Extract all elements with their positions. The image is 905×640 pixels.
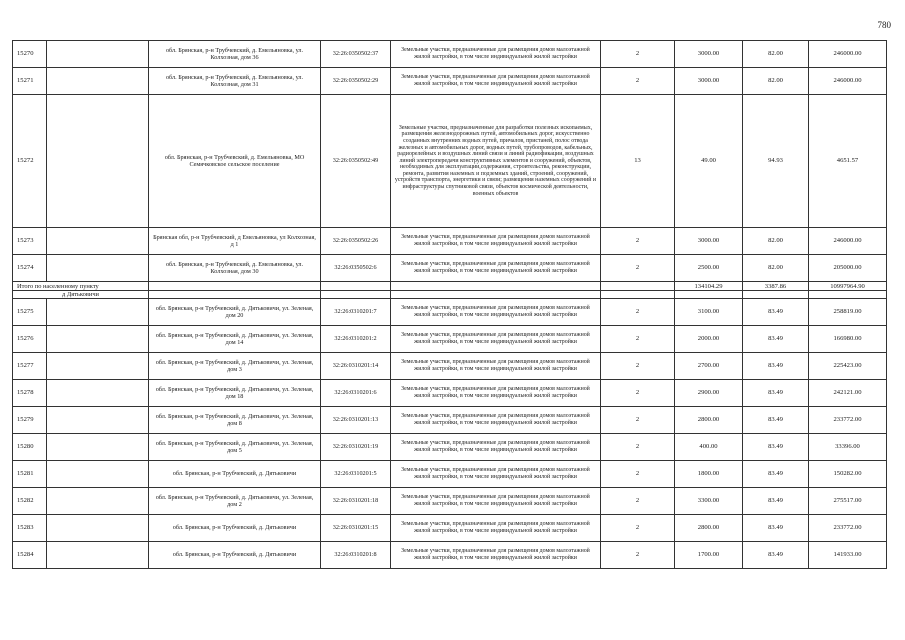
- group-code: 13: [601, 95, 675, 228]
- specific-value: 82.00: [743, 41, 809, 68]
- land-use-type: Земельные участки, предназначенные для размещения домов малоэтажной жилой застройки, в том числе индивидуальной жилой застройки: [391, 407, 601, 434]
- group-code: 2: [601, 542, 675, 569]
- cadastral-value-table: [12, 40, 887, 569]
- empty-cell: [47, 326, 149, 353]
- table-row: [13, 407, 887, 434]
- row-number: 15272: [13, 95, 47, 228]
- cadastral-number: 32:26:0310201:15: [321, 515, 391, 542]
- cadastral-value: 246000.00: [809, 68, 887, 95]
- specific-value: 94.93: [743, 95, 809, 228]
- rows-dyatkovichi: [13, 299, 887, 569]
- cadastral-number: 32:26:0310201:5: [321, 461, 391, 488]
- row-number: 15275: [13, 299, 47, 326]
- table-row: [13, 515, 887, 542]
- area: 3000.00: [675, 68, 743, 95]
- group-code: 2: [601, 434, 675, 461]
- empty-cell: [47, 299, 149, 326]
- empty-cell: [47, 228, 149, 255]
- area: 2900.00: [675, 380, 743, 407]
- group-code: 2: [601, 380, 675, 407]
- group-code: 2: [601, 68, 675, 95]
- land-use-type: Земельные участки, предназначенные для размещения домов малоэтажной жилой застройки, в том числе индивидуальной жилой застройки: [391, 461, 601, 488]
- area: 2000.00: [675, 326, 743, 353]
- land-use-type: Земельные участки, предназначенные для размещения домов малоэтажной жилой застройки, в том числе индивидуальной жилой застройки: [391, 68, 601, 95]
- address: обл. Брянская, р-н Трубчевский, д. Емельяновка, МО Семячковское сельское поселение: [149, 95, 321, 228]
- area: 3000.00: [675, 228, 743, 255]
- rows-emelyanovka: [13, 41, 887, 282]
- settlement-total-row: [13, 282, 887, 291]
- empty-cell: [47, 353, 149, 380]
- settlement-name: д Дятьковичи: [13, 291, 149, 299]
- group-code: 2: [601, 461, 675, 488]
- land-use-type: Земельные участки, предназначенные для размещения домов малоэтажной жилой застройки, в том числе индивидуальной жилой застройки: [391, 488, 601, 515]
- address: обл. Брянская, р-н Трубчевский, д. Дятьковичи, ул. Зеленая, дом 14: [149, 326, 321, 353]
- cadastral-value: 4651.57: [809, 95, 887, 228]
- land-use-type: Земельные участки, предназначенные для размещения домов малоэтажной жилой застройки, в том числе индивидуальной жилой застройки: [391, 353, 601, 380]
- address: обл. Брянская, р-н Трубчевский, д. Дятьковичи, ул. Зеленая, дом 8: [149, 407, 321, 434]
- table-row: [13, 228, 887, 255]
- specific-value: 83.49: [743, 434, 809, 461]
- empty-cell: [47, 95, 149, 228]
- settlement-header-row: [13, 291, 887, 299]
- specific-value: 83.49: [743, 488, 809, 515]
- row-number: 15278: [13, 380, 47, 407]
- cadastral-value: 141933.00: [809, 542, 887, 569]
- empty-cell: [47, 68, 149, 95]
- specific-value: 82.00: [743, 255, 809, 282]
- cadastral-number: 32:26:0310201:19: [321, 434, 391, 461]
- empty-cell: [47, 407, 149, 434]
- area: 49.00: [675, 95, 743, 228]
- address: обл. Брянская, р-н Трубчевский, д. Дятьковичи: [149, 461, 321, 488]
- row-number: 15274: [13, 255, 47, 282]
- area: 2700.00: [675, 353, 743, 380]
- table-row: [13, 380, 887, 407]
- table-row: [13, 95, 887, 228]
- address: обл. Брянская, р-н Трубчевский, д. Дятьковичи, ул. Зеленая, дом 2: [149, 488, 321, 515]
- specific-value: 83.49: [743, 515, 809, 542]
- group-code: 2: [601, 41, 675, 68]
- cadastral-value: 246000.00: [809, 41, 887, 68]
- table-row: [13, 434, 887, 461]
- address: Брянская обл, р-н Трубчевский, д Емельяновка, ул Колхозная, д 1: [149, 228, 321, 255]
- address: обл. Брянская, р-н Трубчевский, д. Дятьковичи, ул. Зеленая, дом 18: [149, 380, 321, 407]
- row-number: 15277: [13, 353, 47, 380]
- address: обл. Брянская, р-н Трубчевский, д. Дятьковичи, ул. Зеленая, дом 3: [149, 353, 321, 380]
- area: 2800.00: [675, 407, 743, 434]
- group-code: 2: [601, 326, 675, 353]
- specific-value: 82.00: [743, 228, 809, 255]
- area: 2500.00: [675, 255, 743, 282]
- specific-value: 83.49: [743, 353, 809, 380]
- address: обл. Брянская, р-н Трубчевский, д. Дятьковичи: [149, 515, 321, 542]
- cadastral-number: 32:26:0310201:6: [321, 380, 391, 407]
- row-number: 15283: [13, 515, 47, 542]
- land-use-type: Земельные участки, предназначенные для размещения домов малоэтажной жилой застройки, в том числе индивидуальной жилой застройки: [391, 255, 601, 282]
- table-row: [13, 326, 887, 353]
- specific-value: 83.49: [743, 380, 809, 407]
- area: 400.00: [675, 434, 743, 461]
- cadastral-value: 166980.00: [809, 326, 887, 353]
- address: обл. Брянская, р-н Трубчевский, д. Дятьковичи, ул. Зеленая, дом 20: [149, 299, 321, 326]
- cadastral-value: 233772.00: [809, 515, 887, 542]
- row-number: 15282: [13, 488, 47, 515]
- row-number: 15273: [13, 228, 47, 255]
- empty-cell: [47, 380, 149, 407]
- row-number: 15270: [13, 41, 47, 68]
- row-number: 15281: [13, 461, 47, 488]
- group-code: 2: [601, 353, 675, 380]
- cadastral-value: 150282.00: [809, 461, 887, 488]
- land-use-type: Земельные участки, предназначенные для размещения домов малоэтажной жилой застройки, в том числе индивидуальной жилой застройки: [391, 515, 601, 542]
- cadastral-number: 32:26:0310201:13: [321, 407, 391, 434]
- land-use-type: Земельные участки, предназначенные для размещения домов малоэтажной жилой застройки, в том числе индивидуальной жилой застройки: [391, 41, 601, 68]
- area: 3300.00: [675, 488, 743, 515]
- table-row: [13, 68, 887, 95]
- address: обл. Брянская, р-н Трубчевский, д. Емельяновка, ул. Колхозная, дом 31: [149, 68, 321, 95]
- cadastral-number: 32:26:0310201:8: [321, 542, 391, 569]
- area: 1700.00: [675, 542, 743, 569]
- group-code: 2: [601, 515, 675, 542]
- cadastral-value: 242121.00: [809, 380, 887, 407]
- table-row: [13, 461, 887, 488]
- address: обл. Брянская, р-н Трубчевский, д. Емельяновка, ул. Колхозная, дом 36: [149, 41, 321, 68]
- specific-value: 83.49: [743, 542, 809, 569]
- table-row: [13, 41, 887, 68]
- cadastral-number: 32:26:0350502:49: [321, 95, 391, 228]
- cadastral-number: 32:26:0350502:26: [321, 228, 391, 255]
- cadastral-number: 32:26:0350502:29: [321, 68, 391, 95]
- row-number: 15280: [13, 434, 47, 461]
- row-number: 15284: [13, 542, 47, 569]
- cadastral-number: 32:26:0310201:7: [321, 299, 391, 326]
- land-use-type: Земельные участки, предназначенные для размещения домов малоэтажной жилой застройки, в том числе индивидуальной жилой застройки: [391, 542, 601, 569]
- page-number: 780: [877, 20, 891, 30]
- specific-value: 83.49: [743, 407, 809, 434]
- area: 2800.00: [675, 515, 743, 542]
- area: 3100.00: [675, 299, 743, 326]
- settlement-total-value: 10997964.90: [809, 282, 887, 291]
- empty-cell: [47, 41, 149, 68]
- specific-value: 83.49: [743, 461, 809, 488]
- empty-cell: [47, 515, 149, 542]
- group-code: 2: [601, 488, 675, 515]
- land-use-type: Земельные участки, предназначенные для размещения домов малоэтажной жилой застройки, в том числе индивидуальной жилой застройки: [391, 299, 601, 326]
- table-row: [13, 488, 887, 515]
- cadastral-number: 32:26:0310201:2: [321, 326, 391, 353]
- empty-cell: [47, 542, 149, 569]
- area: 3000.00: [675, 41, 743, 68]
- cadastral-number: 32:26:0310201:18: [321, 488, 391, 515]
- table-row: [13, 299, 887, 326]
- table-row: [13, 353, 887, 380]
- land-use-type: Земельные участки, предназначенные для размещения домов малоэтажной жилой застройки, в том числе индивидуальной жилой застройки: [391, 228, 601, 255]
- row-number: 15279: [13, 407, 47, 434]
- cadastral-value: 275517.00: [809, 488, 887, 515]
- row-number: 15276: [13, 326, 47, 353]
- land-use-type: Земельные участки, предназначенные для размещения домов малоэтажной жилой застройки, в том числе индивидуальной жилой застройки: [391, 434, 601, 461]
- group-code: 2: [601, 407, 675, 434]
- specific-value: 83.49: [743, 326, 809, 353]
- empty-cell: [47, 434, 149, 461]
- cadastral-value: 205000.00: [809, 255, 887, 282]
- cadastral-value: 246000.00: [809, 228, 887, 255]
- cadastral-value: 233772.00: [809, 407, 887, 434]
- address: обл. Брянская, р-н Трубчевский, д. Дятьковичи, ул. Зеленая, дом 5: [149, 434, 321, 461]
- summary-block: [13, 282, 887, 299]
- table-row: [13, 542, 887, 569]
- group-code: 2: [601, 228, 675, 255]
- land-use-type: Земельные участки, предназначенные для размещения домов малоэтажной жилой застройки, в том числе индивидуальной жилой застройки: [391, 380, 601, 407]
- settlement-total-area: 134104.29: [675, 282, 743, 291]
- area: 1800.00: [675, 461, 743, 488]
- group-code: 2: [601, 299, 675, 326]
- table-row: [13, 255, 887, 282]
- specific-value: 83.49: [743, 299, 809, 326]
- settlement-total-rate: 3387.86: [743, 282, 809, 291]
- empty-cell: [47, 255, 149, 282]
- settlement-total-label: Итого по населенному пункту: [13, 282, 149, 291]
- cadastral-value: 258819.00: [809, 299, 887, 326]
- address: обл. Брянская, р-н Трубчевский, д. Емельяновка, ул. Колхозная, дом 30: [149, 255, 321, 282]
- address: обл. Брянская, р-н Трубчевский, д. Дятьковичи: [149, 542, 321, 569]
- land-use-type: Земельные участки, предназначенные для размещения домов малоэтажной жилой застройки, в том числе индивидуальной жилой застройки: [391, 326, 601, 353]
- empty-cell: [47, 461, 149, 488]
- row-number: 15271: [13, 68, 47, 95]
- cadastral-number: 32:26:0350502:6: [321, 255, 391, 282]
- cadastral-value: 225423.00: [809, 353, 887, 380]
- cadastral-value: 33396.00: [809, 434, 887, 461]
- cadastral-number: 32:26:0350502:37: [321, 41, 391, 68]
- empty-cell: [47, 488, 149, 515]
- land-use-type: Земельные участки, предназначенные для разработки полезных ископаемых, размещения железнодорожных путей, автомобильных дорог, искусственно созданных внутренних водных путей, причалов, пристаней, полос отвода железных и автомобильных дорог, водных путей, трубопроводов, кабельных, радиорелейных и воздушных линий связи и линий радиофикации, воздушных линий электропередачи конструктивных элементов и сооружений, объектов, необходимых для эксплуатации,содержания, строительства, реконструкции, ремонта, развития наземных и подземных зданий, строений, сооружений, устройств транспорта, энергетики и связи; размещения наземных сооружений и инфраструктуры спутниковой связи, объектов космической деятельности, военных объектов: [391, 95, 601, 228]
- cadastral-number: 32:26:0310201:14: [321, 353, 391, 380]
- specific-value: 82.00: [743, 68, 809, 95]
- group-code: 2: [601, 255, 675, 282]
